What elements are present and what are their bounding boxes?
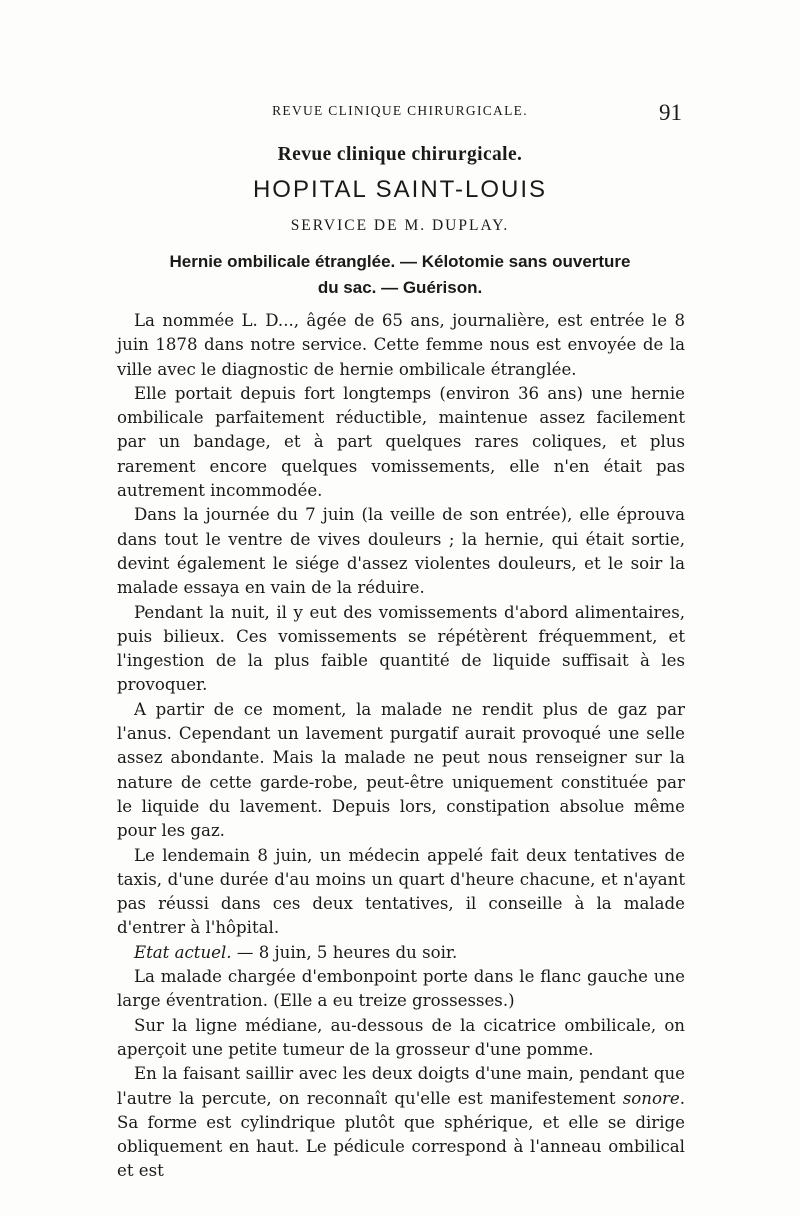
section-title: Revue clinique chirurgicale. <box>277 144 523 165</box>
paragraph: Elle portait depuis fort longtemps (environ 36 ans) une hernie ombilicale parfaitement réductible, maintenue assez facilement par un bandage, et à part quelques rares coliques, et plus rarement encore quelques vomissements, elle n'en était pas autrement incommodée. <box>117 383 685 501</box>
page-number: 91 <box>659 100 682 125</box>
paragraph: A partir de ce moment, la malade ne rendit plus de gaz par l'anus. Cependant un lavement purgatif aurait provoqué une selle assez abondante. Mais la malade ne peut nous renseigner sur la nature de cette garde-robe, peut-être uniquement constituée par le liquide du lavement. Depuis lors, constipation absolue même pour les gaz. <box>117 699 685 841</box>
last-paragraph-start: En la faisant saillir avec les deux doigts d'une main, pendant que l'autre la percute, on reconnaît qu'elle est manifestement <box>117 1064 685 1108</box>
service-heading: SERVICE DE M. DUPLAY. <box>290 217 510 234</box>
paragraph: Le lendemain 8 juin, un médecin appelé fait deux tentatives de taxis, d'une durée d'au moins un quart d'heure chacune, et n'ayant pas réussi dans ces deux tentatives, il conseille à la malade d'entrer à l'hôpital. <box>117 845 685 938</box>
paragraph: La malade chargée d'embonpoint porte dans le flanc gauche une large éventration. (Elle a eu treize grossesses.) <box>117 967 685 1011</box>
paragraph: Pendant la nuit, il y eut des vomissements d'abord alimentaires, puis bilieux. Ces vomissements se répétèrent fréquemment, et l'ingestion de la plus faible quantité de liquide suffisait à les provoquer. <box>117 602 685 695</box>
sonore-emphasis: sonore <box>622 1088 680 1108</box>
paragraph: Sur la ligne médiane, au-dessous de la cicatrice ombilicale, on aperçoit une petite tumeur de la grosseur d'une pomme. <box>117 1015 685 1059</box>
hospital-heading: HOPITAL SAINT-LOUIS <box>252 176 548 203</box>
case-title-line-2: du sac. — Guérison. <box>317 278 483 297</box>
paragraph: Dans la journée du 7 juin (la veille de son entrée), elle éprouva dans tout le ventre de vives douleurs ; la hernie, qui était sortie, devint également le siége d'assez violentes douleurs, et le soir la malade essaya en vain de la réduire. <box>117 505 685 598</box>
running-head-title: REVUE CLINIQUE CHIRURGICALE. <box>272 103 528 118</box>
running-head <box>116 100 684 130</box>
etat-actuel-text: — 8 juin, 5 heures du soir. <box>231 942 458 962</box>
case-title-line-1: Hernie ombilicale étranglée. — Kélotomie sans ouverture <box>169 252 631 271</box>
last-paragraph <box>117 1062 685 1183</box>
etat-actuel-paragraph <box>117 941 685 965</box>
paragraph: La nommée L. D..., âgée de 65 ans, journalière, est entrée le 8 juin 1878 dans notre service. Cette femme nous est envoyée de la ville avec le diagnostic de hernie ombilicale étranglée. <box>117 311 685 379</box>
article-body <box>117 309 685 1184</box>
last-paragraph-end: . Sa forme est cylindrique plutôt que sphérique, et elle se dirige obliquement en haut. Le pédicule correspond à l'anneau ombilical et est <box>117 1088 685 1181</box>
case-title <box>116 249 684 301</box>
etat-actuel-label: Etat actuel. <box>134 942 232 962</box>
